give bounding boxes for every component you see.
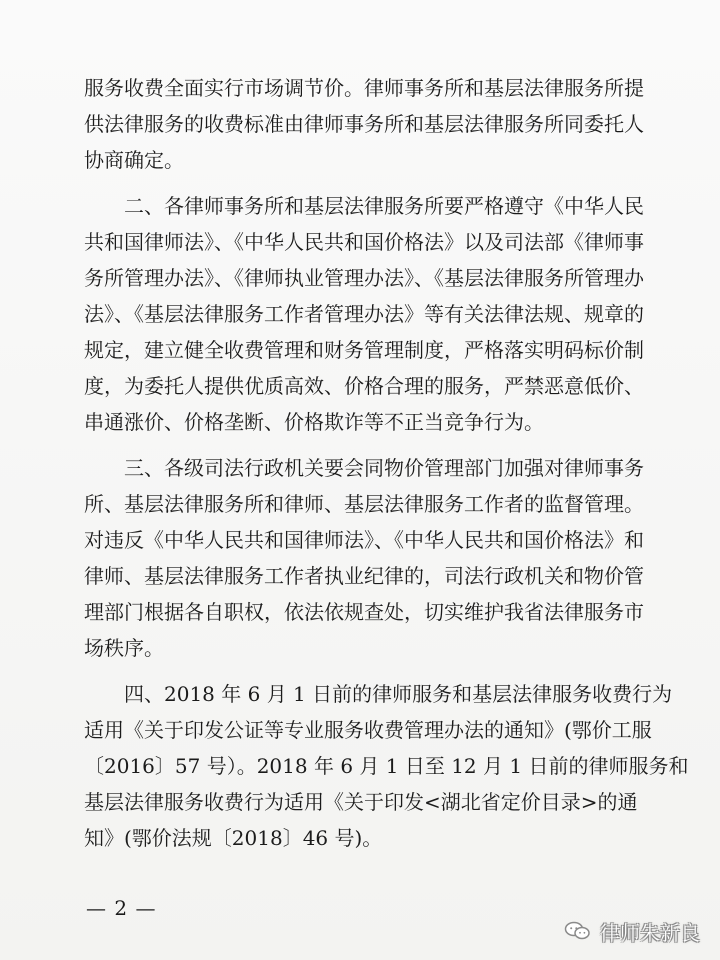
paragraph-line: 度，为委托人提供优质高效、价格合理的服务，严禁恶意低价、 xyxy=(84,374,644,398)
paragraph-line: 基层法律服务收费行为适用《关于印发<湖北省定价目录>的通 xyxy=(84,790,638,814)
paragraph-line: 共和国律师法》、《中华人民共和国价格法》以及司法部《律师事 xyxy=(84,230,644,254)
paragraph-line: 串通涨价、价格垄断、价格欺诈等不正当竞争行为。 xyxy=(84,410,544,434)
paragraph-1 xyxy=(84,70,670,178)
paragraph-4 xyxy=(84,676,689,856)
paragraph-line: 〔2016〕57 号）。2018 年 6 月 1 日至 12 月 1 日前的律师服务和 xyxy=(84,754,689,778)
paragraph-line: 场秩序。 xyxy=(84,636,164,660)
paragraph-line: 协商确定。 xyxy=(84,148,184,172)
paragraph-2 xyxy=(84,188,670,440)
watermark-text: 律师朱新良 xyxy=(600,920,700,945)
paragraph-line: 服务收费全面实行市场调节价。律师事务所和基层法律服务所提 xyxy=(84,76,644,100)
paragraph-line: 律师、基层法律服务工作者执业纪律的，司法行政机关和物价管 xyxy=(84,564,644,588)
paragraph-line: 四、2018 年 6 月 1 日前的律师服务和基层法律服务收费行为 xyxy=(124,682,673,706)
paragraph-line: 所、基层法律服务所和律师、基层法律服务工作者的监督管理。 xyxy=(84,492,644,516)
paragraph-line: 供法律服务的收费标准由律师事务所和基层法律服务所同委托人 xyxy=(84,112,644,136)
paragraph-line: 适用《关于印发公证等专业服务收费管理办法的通知》(鄂价工服 xyxy=(84,718,652,742)
paragraph-line: 法》、《基层法律服务工作者管理办法》等有关法律法规、规章的 xyxy=(84,302,644,326)
paragraph-3 xyxy=(84,450,670,666)
wechat-icon xyxy=(564,920,592,942)
paragraph-line: 规定，建立健全收费管理和财务管理制度，严格落实明码标价制 xyxy=(84,338,644,362)
paragraph-line: 三、各级司法行政机关要会同物价管理部门加强对律师事务 xyxy=(124,456,644,480)
paragraph-line: 务所管理办法》、《律师执业管理办法》、《基层法律服务所管理办 xyxy=(84,266,644,290)
page-number: — 2 — xyxy=(86,896,157,920)
paragraph-line: 理部门根据各自职权，依法依规查处，切实维护我省法律服务市 xyxy=(84,600,644,624)
watermark xyxy=(564,914,700,948)
paragraph-line: 二、各律师事务所和基层法律服务所要严格遵守《中华人民 xyxy=(124,194,644,218)
paragraph-line: 知》(鄂价法规〔2018〕46 号)。 xyxy=(84,826,383,850)
paragraph-line: 对违反《中华人民共和国律师法》、《中华人民共和国价格法》和 xyxy=(84,528,644,552)
document-content xyxy=(84,70,689,866)
